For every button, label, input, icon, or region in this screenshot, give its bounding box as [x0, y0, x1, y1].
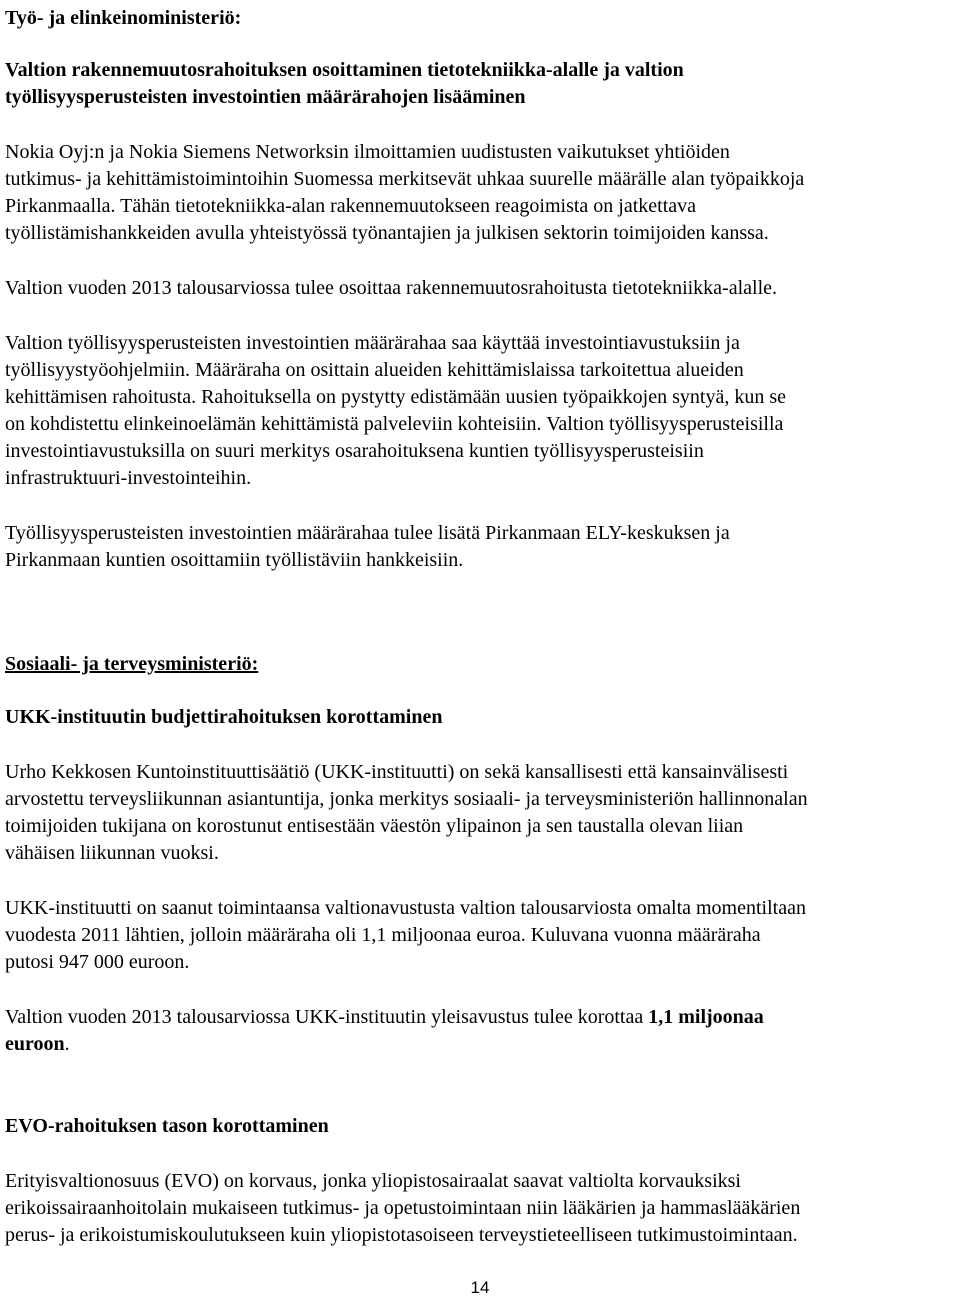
paragraph-line: infrastruktuuri-investointeihin.: [5, 467, 252, 489]
paragraph-line: kehittämisen rahoitusta. Rahoituksella on pystytty edistämään uusien työpaikkojen syntyä, kun se: [5, 386, 786, 408]
topic-heading-line: EVO-rahoituksen tason korottaminen: [5, 1115, 329, 1137]
paragraph-line: Pirkanmaan kuntien osoittamiin työllistäviin hankkeisiin.: [5, 549, 464, 571]
paragraph-line: toimijoiden tukijana on korostunut entisestään väestön ylipainon ja sen taustalla olevan liian: [5, 815, 744, 837]
paragraph-line: vuodesta 2011 lähtien, jolloin määräraha oli 1,1 miljoonaa euroa. Kuluvana vuonna määräraha: [5, 924, 761, 946]
paragraph-line: arvostettu terveysliikunnan asiantuntija, jonka merkitys sosiaali- ja terveysministeriön hallinnonalan: [5, 788, 808, 810]
paragraph-line: Erityisvaltionosuus (EVO) on korvaus, jonka yliopistosairaalat saavat valtiolta korvauksiksi: [5, 1170, 741, 1192]
paragraph-line: putosi 947 000 euroon.: [5, 951, 190, 973]
paragraph-line: vähäisen liikunnan vuoksi.: [5, 842, 219, 864]
highlight-amount-end: euroon: [5, 1033, 65, 1055]
highlight-amount: 1,1 miljoonaa: [648, 1006, 764, 1028]
paragraph-line: UKK-instituutti on saanut toimintaansa valtionavustusta valtion talousarviosta omalta momentiltaan: [5, 897, 806, 919]
page-number: 14: [470, 1278, 490, 1297]
topic-heading-line: työllisyysperusteisten investointien määrärahojen lisääminen: [5, 86, 526, 108]
paragraph-text: .: [64, 1033, 70, 1055]
paragraph-line: investointiavustuksilla on suuri merkitys osarahoituksena kuntien työllisyysperusteisiin: [5, 440, 704, 462]
paragraph-line: tutkimus- ja kehittämistoimintoihin Suomessa merkitsevät uhkaa suurelle määrälle alan työpaikkoja: [5, 168, 805, 190]
paragraph-line: Pirkanmaalla. Tähän tietotekniikka-alan rakennemuutokseen reagoimista on jatkettava: [5, 195, 697, 217]
paragraph-line: erikoissairaanhoitolain mukaiseen tutkimus- ja opetustoimintaan niin lääkärien ja hammaslääkärien: [5, 1197, 801, 1219]
paragraph-line: on kohdistettu elinkeinoelämän kehittämistä palveleviin kohteisiin. Valtion työllisyysperusteisilla: [5, 413, 784, 435]
paragraph-line: työllisyystyöohjelmiin. Määräraha on osittain alueiden kehittämislaissa tarkoitettua alueiden: [5, 359, 744, 381]
paragraph-text: Valtion vuoden 2013 talousarviossa UKK-instituutin yleisavustus tulee korottaa: [5, 1006, 649, 1028]
paragraph-line: [5, 1032, 70, 1056]
paragraph-line: Nokia Oyj:n ja Nokia Siemens Networksin ilmoittamien uudistusten vaikutukset yhtiöiden: [5, 141, 730, 163]
topic-heading-line: Valtion rakennemuutosrahoituksen osoittaminen tietotekniikka-alalle ja valtion: [5, 59, 684, 81]
paragraph-line: työllistämishankkeiden avulla yhteistyössä työnantajien ja julkisen sektorin toimijoiden kanssa.: [5, 222, 769, 244]
topic-heading-line: UKK-instituutin budjettirahoituksen korottaminen: [5, 706, 443, 728]
ministry-heading-tem: Työ- ja elinkeinoministeriö:: [5, 7, 242, 29]
paragraph-line: Valtion työllisyysperusteisten investointien määrärahaa saa käyttää investointiavustuksiin ja: [5, 332, 740, 354]
paragraph-line: Työllisyysperusteisten investointien määrärahaa tulee lisätä Pirkanmaan ELY-keskuksen ja: [5, 522, 730, 544]
paragraph-line: [5, 1005, 764, 1029]
ministry-heading-stm: Sosiaali- ja terveysministeriö:: [5, 653, 259, 675]
paragraph-line: Valtion vuoden 2013 talousarviossa tulee osoittaa rakennemuutosrahoitusta tietotekniikka-alalle.: [5, 277, 778, 299]
paragraph-line: perus- ja erikoistumiskoulutukseen kuin yliopistotasoiseen terveystieteelliseen tutkimustoimintaan.: [5, 1224, 798, 1246]
paragraph-line: Urho Kekkosen Kuntoinstituuttisäätiö (UKK-instituutti) on sekä kansallisesti että kansainvälisesti: [5, 761, 789, 783]
